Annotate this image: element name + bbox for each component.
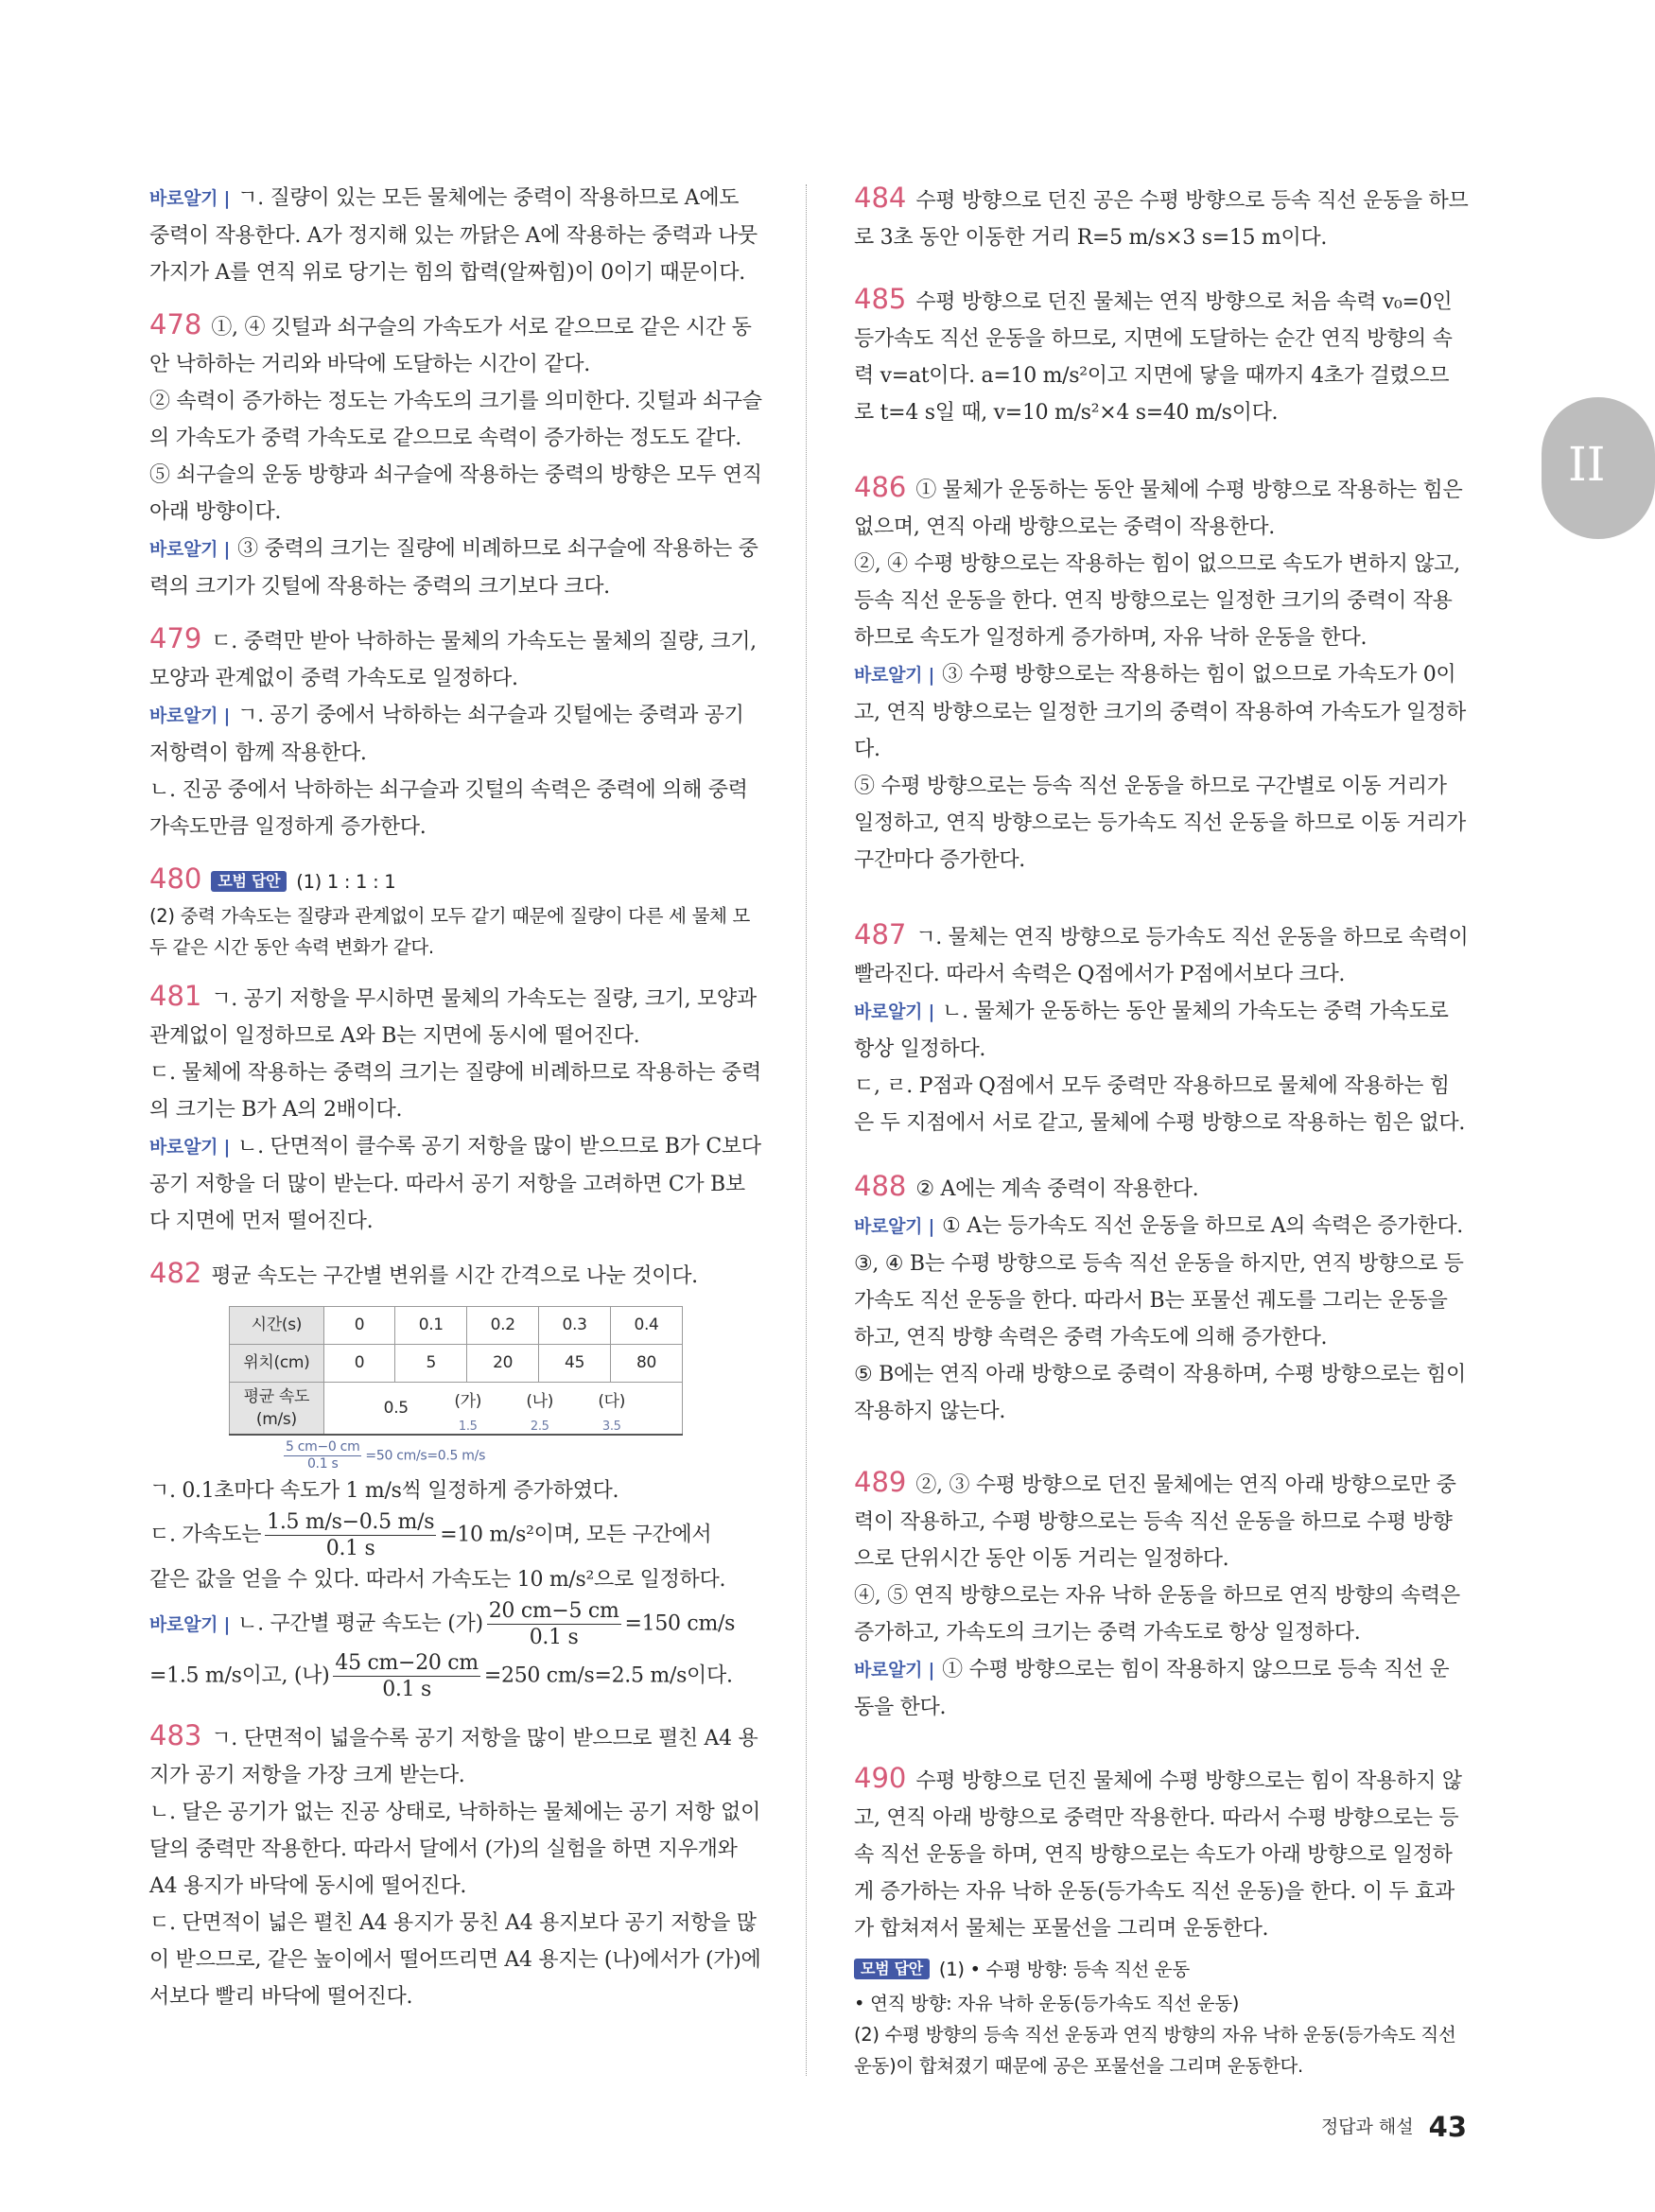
table-cell: 0.4 (611, 1307, 683, 1345)
answer-line: 수평 방향으로 던진 물체는 연직 방향으로 처음 속력 v₀=0인 등가속도 직선 운동을 하므로, 지면에 도달하는 순간 연직 방향의 속력 v=at이다. a=10 m/s²이고 지면에 닿을 때까지 4초가 걸렸으므로 t=4 s일 때, v=10 m/s²×4 s=40 m/s이다. (854, 290, 1453, 425)
correction-extra: ③, ④ B는 수평 방향으로 등속 직선 운동을 하지만, 연직 방향으로 등가속도 직선 운동을 한다. 따라서 B는 포물선 궤도를 그리는 운동을 하고, 연직 방향 속력은 중력 가속도에 의해 증가한다. (854, 1252, 1464, 1350)
correction-text: =1.5 m/s이고, (나) (149, 1663, 330, 1688)
correction-extra: ㄷ, ㄹ. P점과 Q점에서 모두 중력만 작용하므로 물체에 작용하는 힘은 두 지점에서 서로 같고, 물체에 수평 방향으로 작용하는 힘은 없다. (854, 1074, 1466, 1135)
answer-line: 수평 방향으로 던진 공은 수평 방향으로 등속 직선 운동을 하므로 3초 동안 이동한 거리 R=5 m/s×3 s=15 m이다. (854, 189, 1469, 250)
answer-line: ②, ④ 수평 방향으로는 작용하는 힘이 없으므로 속도가 변하지 않고, 등속 직선 운동을 한다. 연직 방향으로는 일정한 크기의 중력이 작용하므로 속도가 일정하게 증가하며, 자유 낙하 운동을 한다. (854, 552, 1460, 650)
section-486 (854, 469, 1469, 879)
section-478 (149, 306, 764, 605)
section-484 (854, 180, 1469, 256)
question-number: 485 (854, 283, 907, 315)
correction-text: ① 수평 방향으로는 힘이 작용하지 않으므로 등속 직선 운동을 한다. (854, 1658, 1450, 1719)
answer-line: 평균 속도는 구간별 변위를 시간 간격으로 나눈 것이다. (211, 1264, 698, 1288)
answer-line: ㄱ. 공기 저항을 무시하면 물체의 가속도는 질량, 크기, 모양과 관계없이 일정하므로 A와 B는 지면에 동시에 떨어진다. (149, 987, 757, 1048)
section-481 (149, 978, 764, 1240)
speed-sub: 2.5 (530, 1419, 549, 1434)
question-number: 490 (854, 1762, 907, 1794)
speed-table (229, 1306, 683, 1436)
question-number: 487 (854, 918, 907, 950)
speed-main: (다) (598, 1391, 626, 1411)
note-numerator: 5 cm−0 cm (286, 1439, 360, 1454)
speed-value (432, 1384, 504, 1434)
fraction-numerator: 1.5 m/s−0.5 m/s (267, 1510, 435, 1534)
table-row (230, 1345, 683, 1383)
table-row (230, 1307, 683, 1345)
footer-label: 정답과 해설 (1320, 2116, 1414, 2137)
correction-tag: 바로알기 | (149, 705, 231, 726)
model-answer-2: (2) 수평 방향의 등속 직선 운동과 연직 방향의 자유 낙하 운동(등가속도 직선 운동)이 합쳐졌기 때문에 공은 포물선을 그리며 운동한다. (854, 2024, 1456, 2077)
answer-line: 같은 값을 얻을 수 있다. 따라서 가속도는 10 m/s²으로 일정하다. (149, 1568, 726, 1592)
left-column (149, 180, 764, 2030)
correction-text: =250 cm/s=2.5 m/s이다. (483, 1663, 733, 1688)
model-answer-1: (1) 1 : 1 : 1 (296, 871, 396, 893)
fraction-denominator: 0.1 s (382, 1678, 432, 1701)
speed-main: (나) (526, 1391, 554, 1411)
question-number: 478 (149, 308, 202, 340)
speed-sub: 3.5 (601, 1419, 621, 1434)
table-row (230, 1383, 683, 1436)
answer-line: =10 m/s²이며, 모든 구간에서 (440, 1523, 712, 1547)
answer-line: ② A에는 계속 중력이 작용한다. (915, 1177, 1199, 1201)
answer-line: ㄷ. 단면적이 넓은 펼친 A4 용지가 뭉친 A4 용지보다 공기 저항을 많이 받으므로, 같은 높이에서 떨어뜨리면 A4 용지는 (나)에서가 (가)에서보다 빨리 바닥에 떨어진다. (149, 1911, 761, 2009)
answer-line: ④, ⑤ 연직 방향으로는 자유 낙하 운동을 하므로 연직 방향의 속력은 증가하고, 가속도의 크기는 중력 가속도로 항상 일정하다. (854, 1584, 1460, 1645)
correction-tag: 바로알기 | (854, 1001, 935, 1022)
speed-cells (323, 1383, 682, 1436)
correction-tag: 바로알기 | (149, 188, 231, 209)
table-cell: 45 (539, 1345, 611, 1383)
correction-text: ㄴ. 물체가 운동하는 동안 물체의 가속도는 중력 가속도로 항상 일정하다. (854, 1000, 1449, 1061)
answer-line: ㄷ. 물체에 작용하는 중력의 크기는 질량에 비례하므로 작용하는 중력의 크기는 B가 A의 2배이다. (149, 1061, 761, 1122)
table-cell: 0 (323, 1345, 395, 1383)
chapter-tab (1542, 397, 1655, 539)
section-482 (149, 1255, 764, 1702)
answer-line: 수평 방향으로 던진 물체에 수평 방향으로는 힘이 작용하지 않고, 연직 아래 방향으로 중력만 작용한다. 따라서 수평 방향으로는 등속 직선 운동을 하며, 연직 방향으로는 속도가 아래 방향으로 일정하게 증가하는 자유 낙하 운동(등가속도 직선 운동)을 한다. 이 두 효과가 합쳐져서 물체는 포물선을 그리며 운동한다. (854, 1769, 1462, 1941)
table-header-cell: 위치(cm) (230, 1345, 324, 1383)
answer-line: ㄷ. 가속도는 (149, 1523, 262, 1547)
section-485 (854, 281, 1469, 431)
speed-sub: 1.5 (458, 1419, 478, 1434)
correction-tag: 바로알기 | (854, 1660, 935, 1681)
right-column (854, 180, 1469, 2097)
acceleration-fraction (265, 1509, 436, 1561)
fraction-numerator: 45 cm−20 cm (335, 1651, 479, 1675)
table-header-cell: 평균 속도 (m/s) (230, 1383, 324, 1436)
correction-tag: 바로알기 | (149, 1613, 231, 1635)
correction-text: ㄴ. 단면적이 클수록 공기 저항을 많이 받으므로 B가 C보다 공기 저항을 더 많이 받는다. 따라서 공기 저항을 고려하면 C가 B보다 지면에 먼저 떨어진다. (149, 1135, 761, 1233)
answer-line: ㄷ. 중력만 받아 낙하하는 물체의 가속도는 물체의 질량, 크기, 모양과 관계없이 중력 가속도로 일정하다. (149, 630, 757, 690)
note-result: =50 cm/s=0.5 m/s (365, 1448, 486, 1464)
answer-line: ㄱ. 단면적이 넓을수록 공기 저항을 많이 받으므로 펼친 A4 용지가 공기 저항을 가장 크게 받는다. (149, 1727, 758, 1787)
correction-text: ③ 중력의 크기는 질량에 비례하므로 쇠구슬에 작용하는 중력의 크기가 깃털에 작용하는 중력의 크기보다 크다. (149, 537, 758, 599)
fraction-denominator: 0.1 s (325, 1537, 375, 1560)
model-answer-1b: • 연직 방향: 자유 낙하 운동(등가속도 직선 운동) (854, 1993, 1240, 2014)
model-answer-2: (2) 중력 가속도는 질량과 관계없이 모두 같기 때문에 질량이 다른 세 물체 모두 같은 시간 동안 속력 변화가 같다. (149, 905, 751, 958)
correction-tag: 바로알기 | (149, 539, 231, 560)
question-number: 481 (149, 980, 202, 1012)
answer-line: ㄱ. 물체는 연직 방향으로 등가속도 직선 운동을 하므로 속력이 빨라진다. 따라서 속력은 Q점에서가 P점에서보다 크다. (854, 926, 1469, 986)
question-number: 480 (149, 862, 202, 895)
speed-value (504, 1384, 576, 1434)
fraction-denominator: 0.1 s (529, 1626, 579, 1649)
answer-line: ㄱ. 0.1초마다 속도가 1 m/s씩 일정하게 증가하였다. (149, 1479, 619, 1503)
question-number: 479 (149, 622, 202, 654)
speed-value (576, 1384, 648, 1434)
model-answer-1: (1) • 수평 방향: 등속 직선 운동 (938, 1959, 1190, 1980)
question-number: 483 (149, 1719, 202, 1751)
table-cell: 5 (395, 1345, 467, 1383)
table-cell: 80 (611, 1345, 683, 1383)
model-answer-badge: 모범 답안 (211, 871, 287, 892)
section-479 (149, 620, 764, 845)
speed-calc-note (280, 1439, 764, 1472)
note-denominator: 0.1 s (306, 1456, 339, 1472)
correction-extra: ⑤ B에는 연직 아래 방향으로 중력이 작용하며, 수평 방향으로는 힘이 작용하지 않는다. (854, 1363, 1466, 1423)
table-cell: 0 (323, 1307, 395, 1345)
correction-tag: 바로알기 | (149, 1137, 231, 1158)
correction-extra: ㄴ. 진공 중에서 낙하하는 쇠구슬과 깃털의 속력은 중력에 의해 중력 가속도만큼 일정하게 증가한다. (149, 778, 748, 839)
answer-line: ② 속력이 증가하는 정도는 가속도의 크기를 의미한다. 깃털과 쇠구슬의 가속도가 중력 가속도로 같으므로 속력이 증가하는 정도도 같다. (149, 390, 762, 450)
section-489 (854, 1464, 1469, 1726)
question-number: 484 (854, 182, 907, 214)
speed-fraction (333, 1650, 479, 1702)
section-487 (854, 916, 1469, 1141)
correction-text: ③ 수평 방향으로는 작용하는 힘이 없으므로 가속도가 0이고, 연직 방향으로는 일정한 크기의 중력이 작용하여 가속도가 일정하다. (854, 663, 1466, 761)
table-cell: 20 (467, 1345, 539, 1383)
correction-text: ㄱ. 질량이 있는 모든 물체에는 중력이 작용하므로 A에도 중력이 작용한다. A가 정지해 있는 까닭은 A에 작용하는 중력과 나뭇가지가 A를 연직 위로 당기는 힘의 합력(알짜힘)이 0이기 때문이다. (149, 186, 758, 285)
correction-text: ㄴ. 구간별 평균 속도는 (가) (237, 1611, 483, 1636)
question-number: 482 (149, 1257, 202, 1289)
correction-tag: 바로알기 | (854, 665, 935, 686)
speed-main: 0.5 (383, 1398, 409, 1418)
fraction-numerator: 20 cm−5 cm (488, 1599, 619, 1623)
correction-extra: ⑤ 수평 방향으로는 등속 직선 운동을 하므로 구간별로 이동 거리가 일정하고, 연직 방향으로는 등가속도 직선 운동을 하므로 이동 거리가 구간마다 증가한다. (854, 775, 1466, 872)
correction-text: ① A는 등가속도 직선 운동을 하므로 A의 속력은 증가한다. (942, 1214, 1464, 1238)
table-cell: 0.3 (539, 1307, 611, 1345)
speed-table-wrap (229, 1306, 683, 1436)
speed-fraction (487, 1598, 621, 1650)
chapter-tab-label: II (1568, 437, 1606, 492)
correction-text: ㄱ. 공기 중에서 낙하하는 쇠구슬과 깃털에는 중력과 공기 저항력이 함께 작용한다. (149, 704, 744, 765)
answer-line: ①, ④ 깃털과 쇠구슬의 가속도가 서로 같으므로 같은 시간 동안 낙하하는 거리와 바닥에 도달하는 시간이 같다. (149, 316, 752, 376)
question-number: 488 (854, 1170, 907, 1202)
section-490 (854, 1760, 1469, 2081)
speed-main: (가) (454, 1391, 482, 1411)
correction-tag: 바로알기 | (854, 1216, 935, 1237)
table-cell: 0.1 (395, 1307, 467, 1345)
question-number: 489 (854, 1466, 907, 1498)
page-number: 43 (1428, 2111, 1467, 2143)
table-header-cell: 시간(s) (230, 1307, 324, 1345)
note-fraction (284, 1439, 361, 1472)
section-488 (854, 1168, 1469, 1430)
answer-line: ① 물체가 운동하는 동안 물체에 수평 방향으로 작용하는 힘은 없으며, 연직 아래 방향으로는 중력이 작용한다. (854, 479, 1463, 539)
section-480 (149, 861, 764, 963)
answer-line: ②, ③ 수평 방향으로 던진 물체에는 연직 아래 방향으로만 중력이 작용하고, 수평 방향으로는 등속 직선 운동을 하므로 수평 방향으로 단위시간 동안 이동 거리는 일정하다. (854, 1473, 1456, 1571)
speed-value (360, 1390, 432, 1427)
answer-line: ⑤ 쇠구슬의 운동 방향과 쇠구슬에 작용하는 중력의 방향은 모두 연직 아래 방향이다. (149, 463, 762, 524)
table-cell: 0.2 (467, 1307, 539, 1345)
model-answer-badge: 모범 답안 (854, 1959, 930, 1979)
page-footer (1321, 2111, 1467, 2143)
section-483 (149, 1717, 764, 2015)
column-divider (806, 184, 807, 2076)
question-number: 486 (854, 471, 907, 503)
answer-line: ㄴ. 달은 공기가 없는 진공 상태로, 낙하하는 물체에는 공기 저항 없이 달의 중력만 작용한다. 따라서 달에서 (가)의 실험을 하면 지우개와 A4 용지가 바닥에 동시에 떨어진다. (149, 1801, 761, 1898)
section-477-tail (149, 180, 764, 291)
correction-text: =150 cm/s (624, 1611, 736, 1636)
